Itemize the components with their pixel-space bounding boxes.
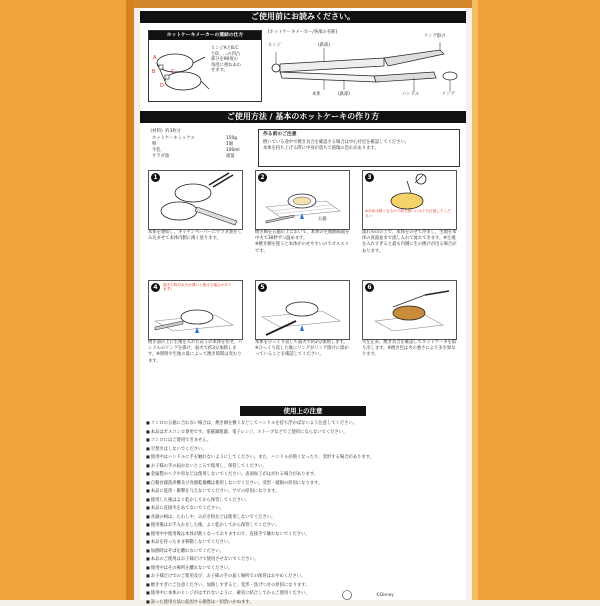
caution-item xyxy=(146,496,462,505)
step-3-illustration xyxy=(363,171,456,229)
caution-item xyxy=(146,479,462,488)
step-2-image xyxy=(255,170,350,230)
caution-item xyxy=(146,547,462,556)
footer xyxy=(320,594,460,600)
step-1-number: 1 xyxy=(151,173,160,182)
ingredients xyxy=(148,129,258,167)
caution-text: コンロにはご使用できません。 xyxy=(151,438,211,443)
step-2-number: 2 xyxy=(258,173,267,182)
step-3-text-content: 濡れ布巾の上で、本体をのせて冷まし、生地を本体の真面並まで流し入れて流れてきます。※生地を入れすぎると最も内側に生の焼けが出る場合があります。 xyxy=(362,230,457,254)
ingredient-amount-1: 150g xyxy=(226,136,237,142)
before-cooking-box xyxy=(258,129,460,167)
disney-logo-text: ©Disney xyxy=(376,592,394,597)
before-cooking-text: 焼いている途中で焼き具合を確認する場合は中心付近を確認してください。 本体を持ち上げる際に中身が落ちて熱傷の恐れがあります。 xyxy=(263,140,455,151)
step-2-note: ※焼き網を使うと本体がのせやすいのでオススメです。 xyxy=(255,242,350,254)
caution-item xyxy=(146,564,462,573)
caution-text: 使用中はハンドルに手を触れないようにしてください。また、ハンドルが熱くなったり、変形する場合があります。 xyxy=(151,455,374,460)
caution-text: 本品はガスコンロ専用です。電磁調理器、電子レンジ、ストーブなどでご使用にならないでください。 xyxy=(151,430,348,435)
caution-item xyxy=(146,487,462,496)
caution-text: 空焚きはしないでください。 xyxy=(151,447,207,452)
cautions-header xyxy=(240,406,366,416)
ingredient-amount-2: 1個 xyxy=(226,142,233,148)
part-handle: ハンドル xyxy=(402,92,419,98)
bullet-icon: ■ xyxy=(146,480,150,485)
caution-text: 本品のご使用はお子様だけで使用させないでください。 xyxy=(151,557,258,562)
bullet-icon: ■ xyxy=(146,454,150,459)
parts-diagram xyxy=(264,30,460,102)
part-iron-top: (鉄部) xyxy=(318,43,330,49)
part-iron-bottom: (鉄部) xyxy=(338,92,350,98)
bullet-icon: ■ xyxy=(146,531,150,536)
bullet-icon: ■ xyxy=(146,548,150,553)
step-4-image xyxy=(148,280,243,340)
caution-item xyxy=(146,513,462,522)
step-3-warning: ※本体は熱くなるので取り扱いには十分注意してください xyxy=(365,209,453,218)
caution-item xyxy=(146,581,462,590)
caution-text: 使用中や使用後は本体が熱くなっておりますので、直接手で触れないでください。 xyxy=(151,532,310,537)
caution-text: 使用後はお手入れをした後、よく乾かしてから保管してください。 xyxy=(151,523,280,528)
caution-item xyxy=(146,453,462,462)
bullet-icon: ■ xyxy=(146,522,150,527)
caution-item xyxy=(146,555,462,564)
ingredient-amount-3: 100ml xyxy=(226,148,240,154)
ingredients-title: 《材料》約3枚分 xyxy=(148,129,181,135)
part-hinge: ヒンジ xyxy=(268,43,281,49)
bullet-icon: ■ xyxy=(146,429,150,434)
step-5-text xyxy=(255,340,350,359)
bullet-icon: ■ xyxy=(146,582,150,587)
caution-text: 食器の柄は、たわしや、みがき粉などは使用しないでください。 xyxy=(151,515,276,520)
step-4-warning: 弱火で約3分(火が強いと焦げる場合があります) xyxy=(163,283,233,292)
caution-text: 加熱時はそばを離れないでください。 xyxy=(151,549,224,554)
caution-text: 自動食器洗浄機及び食器乾燥機は使用しないでください。変形・破損の原因になります。 xyxy=(151,481,323,486)
cautions-list xyxy=(146,419,462,606)
step-6-image xyxy=(362,280,457,340)
connection-box xyxy=(148,30,262,102)
instruction-card xyxy=(140,8,466,600)
caution-text: 使用した後はよく乾かしてから保管してください。 xyxy=(151,498,250,503)
caution-item xyxy=(146,504,462,513)
caution-text: 誤った使用方法に起因する損害は一切負いかねます。 xyxy=(151,600,254,605)
caution-item xyxy=(146,436,462,445)
caution-text: コンロの五徳に合わない場合は、焼き網を敷くなどしてハンドルを持ち浮かばないよう注意してください。 xyxy=(151,421,357,426)
letter-a: A xyxy=(153,55,157,61)
caution-item xyxy=(146,419,462,428)
step-3-text xyxy=(362,230,457,255)
step-6-number: 6 xyxy=(365,283,374,292)
bullet-icon: ■ xyxy=(146,420,150,425)
ingredient-amount-4: 適量 xyxy=(226,154,235,160)
bullet-icon: ■ xyxy=(146,471,150,476)
bullet-icon: ■ xyxy=(146,497,150,502)
bullet-icon: ■ xyxy=(146,590,150,595)
bullet-icon: ■ xyxy=(146,505,150,510)
bullet-icon: ■ xyxy=(146,437,150,442)
bullet-icon: ■ xyxy=(146,556,150,561)
bullet-icon: ■ xyxy=(146,539,150,544)
step-1-text-content: 本体を連結し、キッチンペーパーにサラダ油をしみ込ませて本体内側に薄く塗ります。 xyxy=(148,230,242,241)
step-6-illustration xyxy=(363,281,456,339)
read-before-use-title: ご使用前にお読みください。 xyxy=(251,12,355,21)
ingredient-name-2: 卵 xyxy=(152,142,156,148)
step-3-number: 3 xyxy=(365,173,374,182)
method-header xyxy=(140,111,466,123)
caution-text: お子様だけでのご使用及び、お子様の手の届く場所での保管はおやめください。 xyxy=(151,574,306,579)
step-6-text-content: 火を止め、焼き具合を確認してホットケーキを取り出します。※焼き色は火の強さにより多少異なります。 xyxy=(362,340,456,357)
caution-text: 本品に直接火をあてないでください。 xyxy=(151,506,224,511)
caution-text: お子様の手の届かないところで使用し、保管してください。 xyxy=(151,464,267,469)
step-1-illustration xyxy=(149,171,242,229)
caution-text: 金属製のヘラや串などは使用しないでください。表面加工がはがれる場合があります。 xyxy=(151,472,318,477)
caution-item xyxy=(146,445,462,454)
caution-text: 使用中に本体のヒンジがはずれないように、確実に結合してからご使用ください。 xyxy=(151,591,310,596)
box-left-fold xyxy=(126,0,134,600)
parts-illustration xyxy=(264,36,460,102)
step-2-text-content: 焼き網を五徳の上において、本体の生地側両面を中火で30秒ずつ温めます。 xyxy=(255,230,349,241)
step-6-text xyxy=(362,340,457,359)
bullet-icon: ■ xyxy=(146,565,150,570)
box-right-fold xyxy=(472,0,478,600)
bullet-icon: ■ xyxy=(146,514,150,519)
caution-item xyxy=(146,538,462,547)
bullet-icon: ■ xyxy=(146,463,150,468)
caution-item xyxy=(146,470,462,479)
caution-text: 使用中はその場所を離れないでください。 xyxy=(151,566,233,571)
step-5-text-content: 本体をひっくり返して弱火で約2分加熱します。※ひっくり返した後にリングがリング掛けに掛かっていることを確認してください。 xyxy=(255,340,349,357)
letter-d: D xyxy=(160,83,164,89)
bullet-icon: ■ xyxy=(146,488,150,493)
read-before-use-header xyxy=(140,11,466,23)
cautions-title: 使用上の注意 xyxy=(284,407,323,415)
letter-b: B xyxy=(152,69,156,75)
step-4-text xyxy=(148,340,243,365)
caution-item xyxy=(146,572,462,581)
ingredient-name-3: 牛乳 xyxy=(152,148,161,154)
step-5-illustration xyxy=(256,281,349,339)
caution-item xyxy=(146,462,462,471)
bullet-icon: ■ xyxy=(146,599,150,604)
step-2-text xyxy=(255,230,350,255)
box-left-side xyxy=(0,0,134,600)
caution-text: 本品を持ったまま移動しないでください。 xyxy=(151,540,233,545)
step-5-image xyxy=(255,280,350,340)
bullet-icon: ■ xyxy=(146,446,150,451)
caution-item xyxy=(146,428,462,437)
connection-label: ホットケーキメーカーの連結の仕方 xyxy=(149,31,261,40)
part-ring: リング xyxy=(442,92,455,98)
step-1-text xyxy=(148,230,243,242)
ingredient-name-4: サラダ油 xyxy=(152,154,169,160)
warning-mark-icon xyxy=(340,590,354,600)
caution-item xyxy=(146,521,462,530)
hinge-illustration xyxy=(151,43,211,99)
bullet-icon: ■ xyxy=(146,573,150,578)
caution-text: 焼きすぎにご注意ください。加熱しすぎると、変形・焦げつきの原因になります。 xyxy=(151,583,310,588)
step-4-text-content: 焼き面の上に生地を入れたほうの本体を伏せ、ハンドルのリングを掛け、弱火で約3分加熱します。※照明や生地の量によって焼き時間は変わります。 xyxy=(148,340,242,364)
ingredient-name-1: ホットケーキミックス xyxy=(152,136,195,142)
part-body: 本体 xyxy=(312,92,321,98)
step-3-image xyxy=(362,170,457,230)
step-1-image xyxy=(148,170,243,230)
letter-c: C xyxy=(171,69,175,75)
method-title: ご使用方法 / 基本のホットケーキの作り方 xyxy=(227,112,379,121)
parts-label: [ホットケーキメーカー/各部の名称] xyxy=(268,30,337,36)
part-ring-hook: リング掛け xyxy=(424,34,445,40)
caution-item xyxy=(146,530,462,539)
step-2-label-gotoku: 五徳 xyxy=(318,217,327,223)
connection-text: ヒンジAとB,C とD、…の凹凸 部分を90度の 角度に重ねあわ せます。 xyxy=(211,46,261,74)
caution-text: 本品に洗浄・衝撃を与えないでください。サビの原因になります。 xyxy=(151,489,280,494)
box-right-side xyxy=(472,0,600,600)
step-4-number: 4 xyxy=(151,283,160,292)
step-5-number: 5 xyxy=(258,283,267,292)
before-cooking-title: 作る前のご注意 xyxy=(263,132,297,138)
step-2-illustration xyxy=(256,171,349,229)
